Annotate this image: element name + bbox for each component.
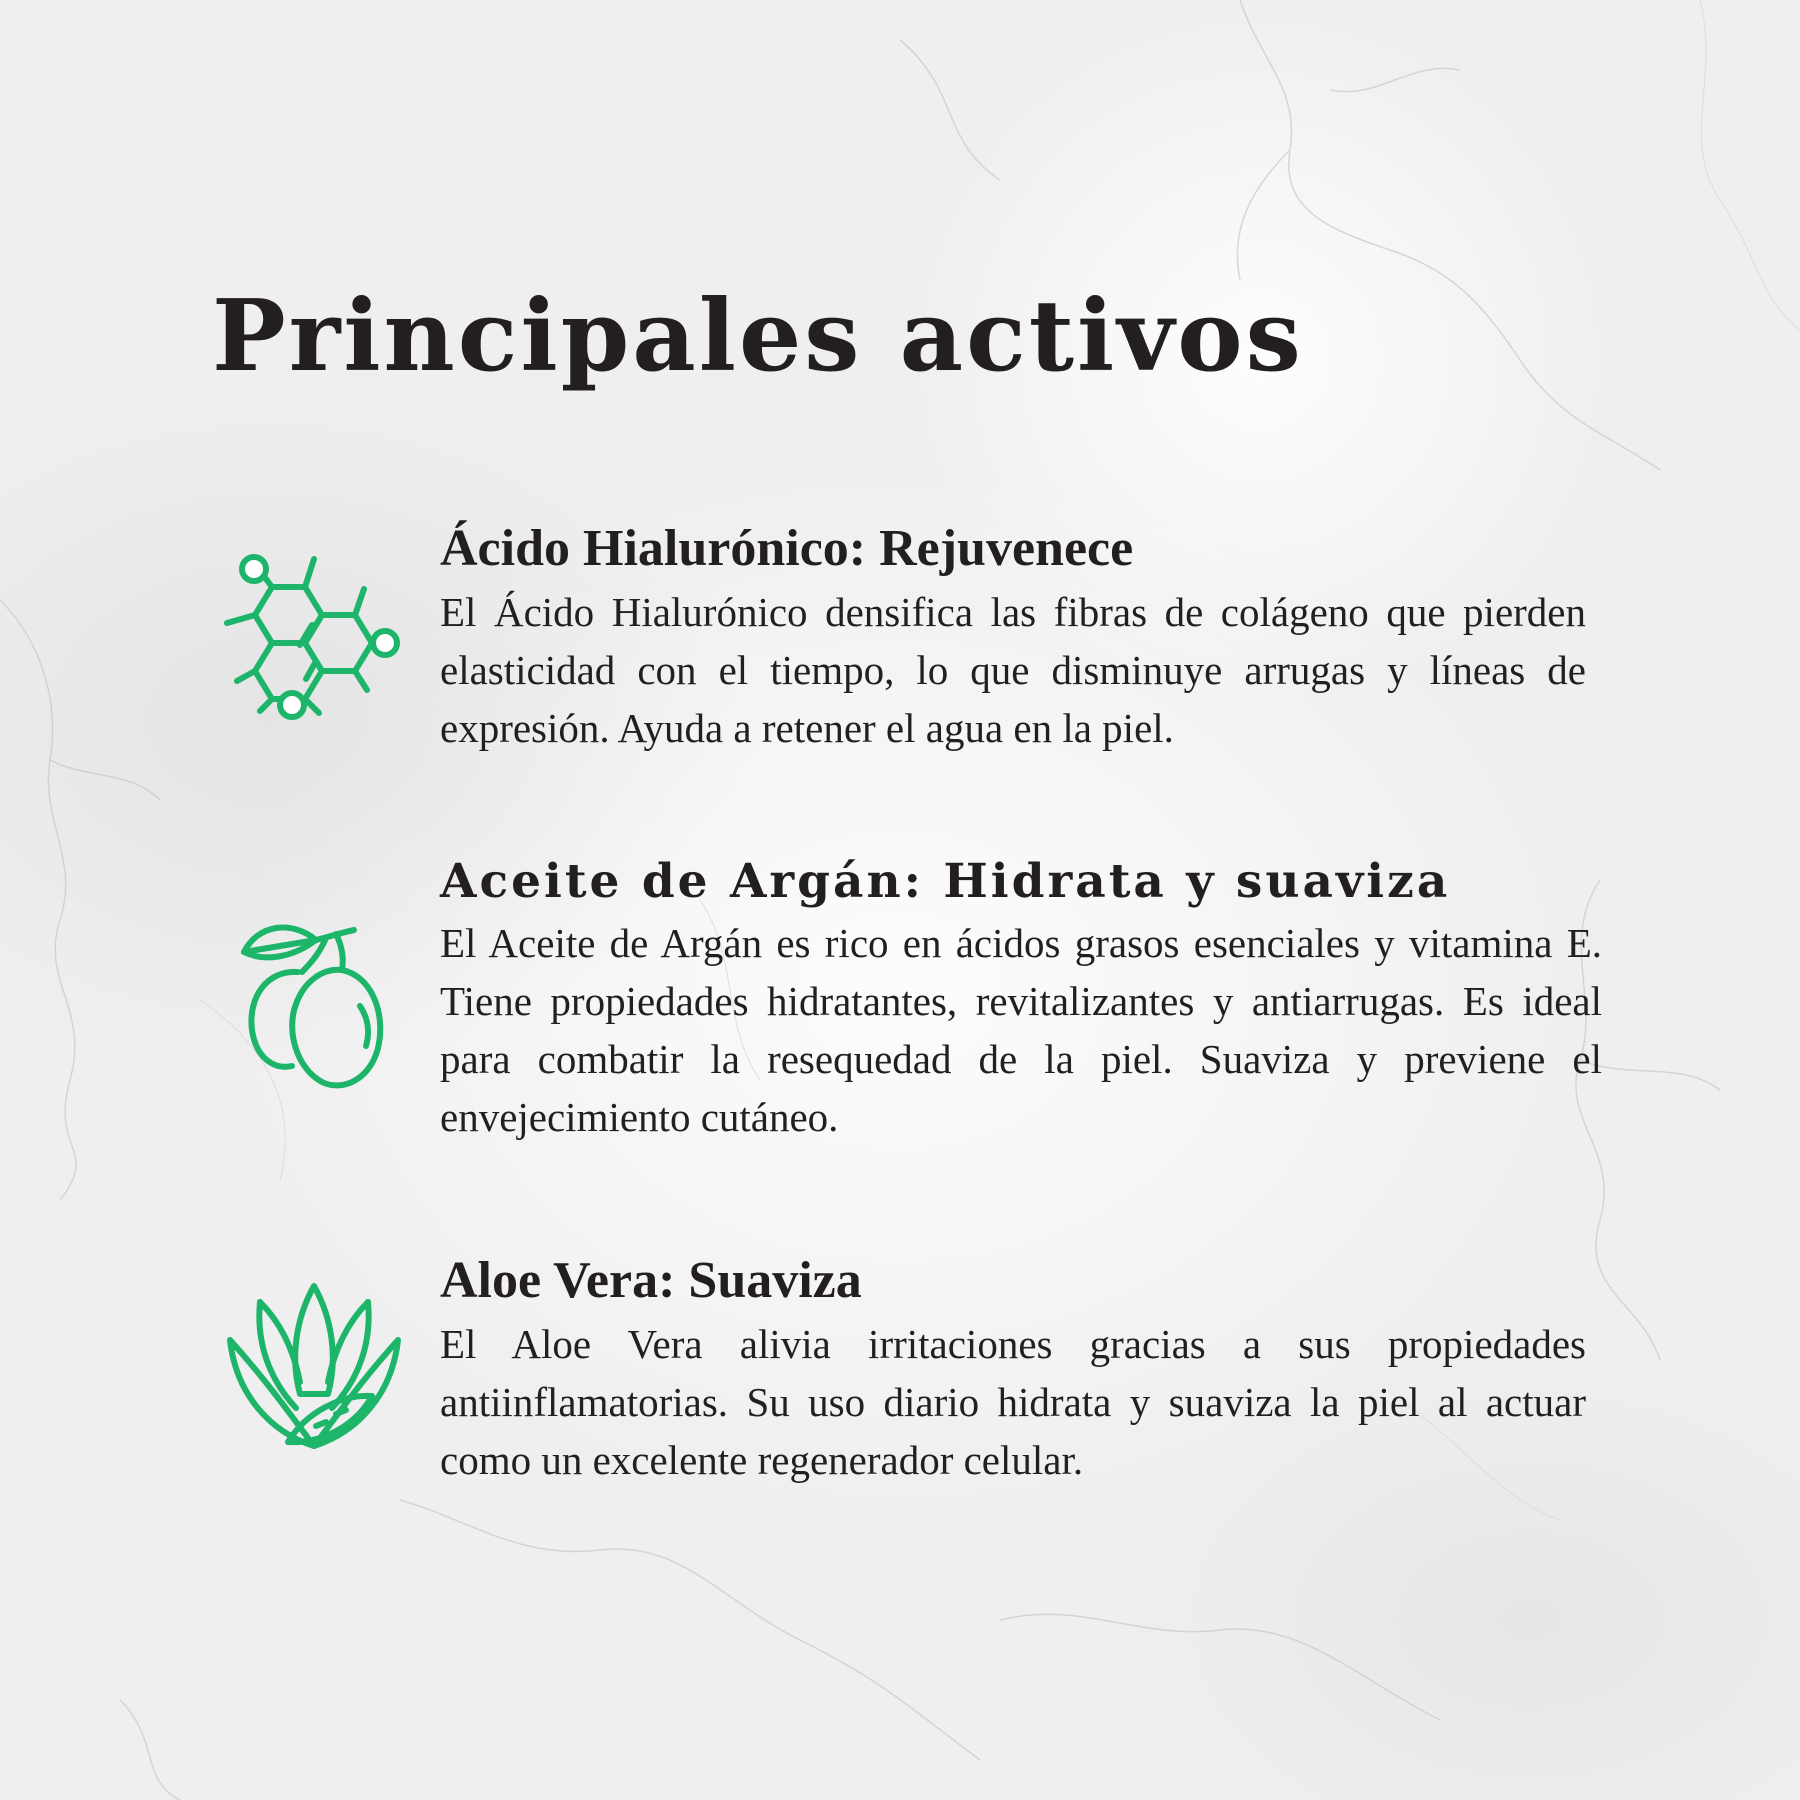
active-description-hyaluronic: El Ácido Hialurónico densifica las fibras de colágeno que pierden elasticidad con el tiempo, lo que disminuye arrugas y líneas de expresión. Ayuda a retener el agua en la piel. <box>440 589 1586 752</box>
page-title: Principales activos <box>212 279 1304 394</box>
active-heading-aloe: Aloe Vera: Suaviza <box>440 1252 862 1309</box>
active-item-hyaluronic <box>440 520 1586 757</box>
molecule-icon <box>222 545 402 725</box>
argan-fruit-icon <box>240 918 390 1094</box>
active-item-argan <box>440 856 1602 1146</box>
active-item-aloe <box>440 1252 1586 1489</box>
active-heading-argan: Aceite de Argán: Hidrata y suaviza <box>440 854 1451 909</box>
aloe-vera-icon <box>226 1282 402 1452</box>
active-description-argan: El Aceite de Argán es rico en ácidos grasos esenciales y vitamina E. Tiene propiedades hidratantes, revitalizantes y antiarrugas. Es ideal para combatir la resequedad de la piel. Suaviza y previene el envejecimiento cutáneo. <box>440 919 1602 1140</box>
active-heading-hyaluronic: Ácido Hialurónico: Rejuvenece <box>440 520 1134 577</box>
active-description-aloe: El Aloe Vera alivia irritaciones gracias a sus propiedades antiinflamatorias. Su uso diario hidrata y suaviza la piel al actuar como un excelente regenerador celular. <box>440 1321 1586 1484</box>
